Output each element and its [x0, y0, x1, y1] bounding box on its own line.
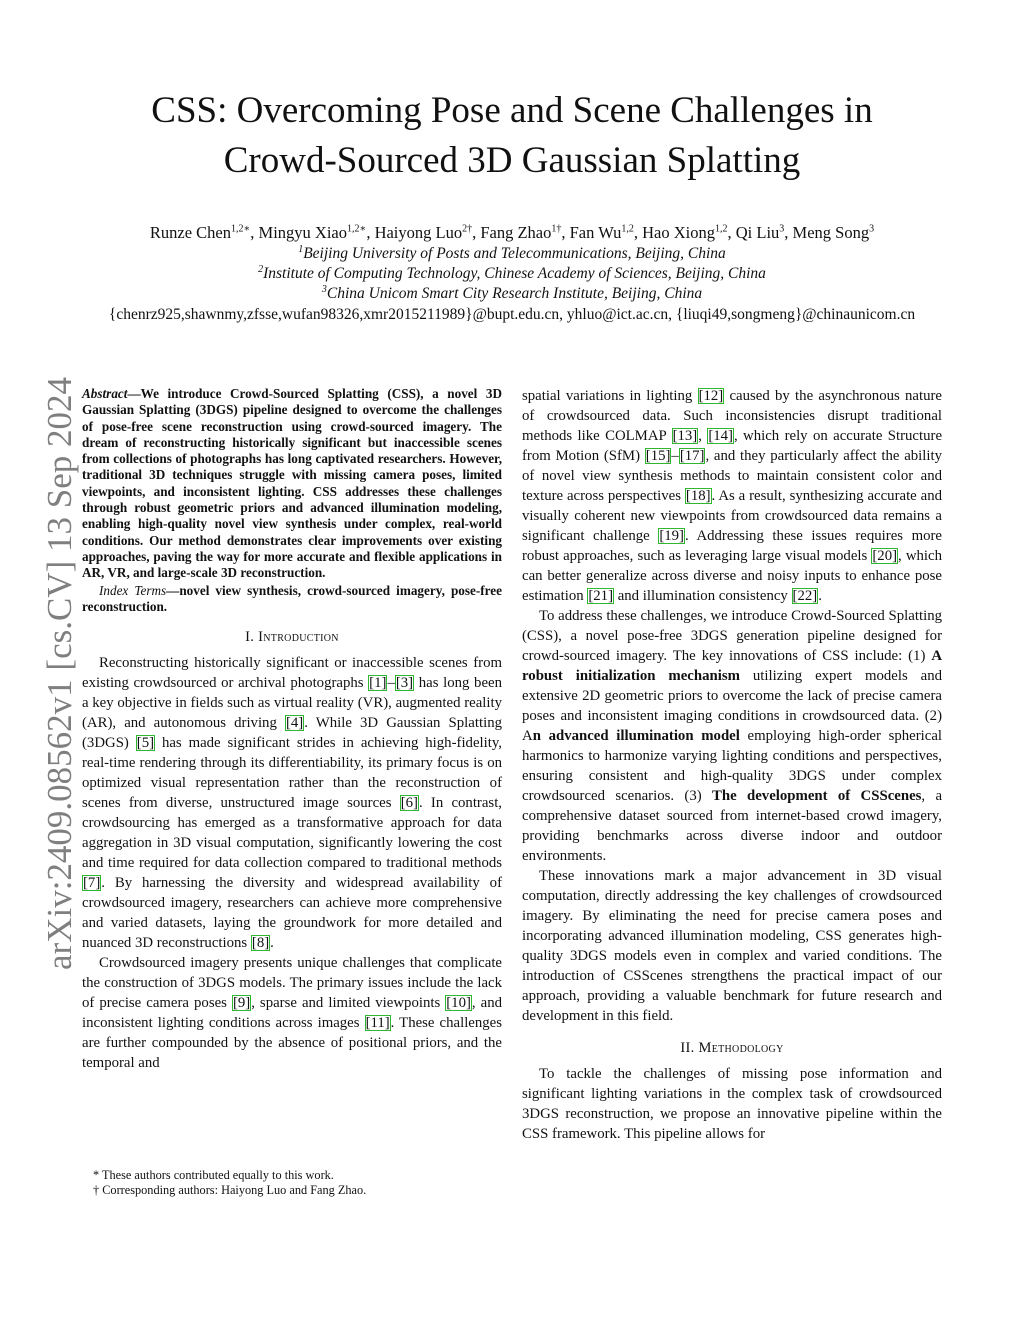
citation-link[interactable]: [1] — [369, 675, 387, 692]
author-affiliation-marker: 1,2 — [621, 223, 634, 235]
text-run: spatial variations in lighting — [522, 388, 698, 404]
text-run: , which can better generalize across diverse and noisy inputs to enhance pose estimation — [522, 548, 942, 604]
left-column — [82, 386, 502, 1073]
author-affiliation-marker: 3 — [869, 223, 875, 235]
text-run: . As a result, synthesizing accurate and visually coherent new viewpoints from crowdsourced data remains a significant challenge — [522, 488, 943, 544]
text-run: , sparse and limited viewpoints — [251, 995, 446, 1012]
author-name: Fan Wu — [569, 223, 622, 242]
citation-link[interactable]: [19] — [659, 528, 684, 544]
text-run: . While 3D Gaussian Splatting (3DGS) — [82, 715, 502, 752]
author-affiliation-marker: 3 — [779, 223, 785, 235]
citation-link[interactable]: [6] — [400, 795, 418, 812]
contrib-text-1: To address these challenges, we introduce Crowd-Sourced Splatting (CSS), a novel pose-free 3DGS generation pipeline designed for crowd-sourced imagery. The key innovations of CSS include: (1) — [522, 608, 942, 664]
text-run: has made significant strides in achieving high-fidelity, real-time rendering through its differentiability, its primary focus is on optimized visual representation rather than the reconstruction of scenes from diverse, unstructured image sources — [82, 735, 502, 812]
index-terms-text: —novel view synthesis, crowd-sourced imagery, pose-free reconstruction. — [82, 582, 502, 614]
contrib-text-3: employing high-order spherical harmonics to harmonize varying lighting conditions and perspectives, ensuring consistent and high-quality 3DGS under complex crowdsourced scenarios. (3) — [522, 728, 942, 804]
author-affiliation-marker: 1† — [551, 223, 562, 235]
citation-link[interactable]: [3] — [395, 675, 414, 692]
author-affiliation-marker: 1,2∗ — [347, 223, 367, 235]
author-name: Fang Zhao — [480, 223, 552, 242]
text-run: . Addressing these issues requires more robust approaches, such as leveraging large visual models — [522, 528, 942, 564]
right-paragraph-1 — [522, 386, 942, 606]
footnote-2: † Corresponding authors: Haiyong Luo and Fang Zhao. — [93, 1183, 367, 1197]
author-name: Runze Chen — [149, 223, 231, 242]
citation-link[interactable]: [7] — [83, 875, 101, 892]
affiliation-1 — [40, 244, 984, 264]
citation-link[interactable]: [5] — [136, 735, 155, 752]
author-name: Meng Song — [792, 223, 870, 242]
citation-link[interactable]: [18] — [685, 488, 711, 504]
text-run: . These challenges are further compounded by the absence of positional priors, and the temporal and — [82, 1015, 502, 1072]
intro-paragraph-2 — [82, 953, 502, 1073]
citation-link[interactable]: [13] — [672, 428, 698, 444]
text-run: , which rely on accurate Structure from Motion (SfM) — [522, 428, 943, 464]
text-run: – — [387, 675, 395, 692]
contrib-text-2: utilizing expert models and extensive 2D geometric priors to overcome the lack of precise camera poses and inconsistent imaging conditions in crowdsourced data. (2) A — [522, 668, 942, 744]
citation-link[interactable]: [15] — [645, 448, 671, 464]
text-run: , and inconsistent lighting conditions across images — [82, 995, 502, 1032]
text-run: . By harnessing the diversity and widespread availability of crowdsourced imagery, researchers can achieve more comprehensive and varied datasets, laying the groundwork for more detailed and nuanced 3D reconstructions — [82, 875, 502, 952]
right-paragraph-2 — [522, 606, 942, 866]
text-run: – — [671, 448, 679, 464]
contrib-bold-3: The development of CSScenes — [712, 788, 922, 804]
title-line-2: Crowd-Sourced 3D Gaussian Splatting — [223, 140, 801, 181]
author-affiliation-marker: 1,2 — [715, 223, 728, 235]
section-2-number: II. — [680, 1040, 699, 1056]
affiliation-1-number: 1 — [298, 243, 304, 255]
citation-link[interactable]: [21] — [588, 588, 613, 604]
section-1-title: Introduction — [258, 629, 339, 646]
author-name: Haiyong Luo — [374, 223, 463, 242]
citation-link[interactable]: [8] — [251, 935, 270, 952]
affiliation-2-number: 2 — [258, 263, 264, 275]
text-run: Reconstructing historically significant or inaccessible scenes from existing crowdsourced or archival photographs — [82, 655, 502, 692]
text-run: . In contrast, crowdsourcing has emerged as a transformative approach for data aggregation in 3D visual computation, significantly lowering the cost and time required for data collection compared to traditional methods — [82, 795, 502, 872]
contrib-bold-2: n advanced illumination model — [532, 728, 740, 744]
method-paragraph-1: To tackle the challenges of missing pose information and significant lighting variations in the complex task of crowdsourced 3DGS reconstruction, we propose an innovative pipeline within the CSS framework. This pipeline allows for — [522, 1066, 942, 1142]
affiliation-1-text: Beijing University of Posts and Telecommunications, Beijing, China — [303, 245, 726, 262]
intro-paragraph-1 — [82, 653, 502, 953]
right-paragraph-3: These innovations mark a major advancement in 3D visual computation, directly addressing the key challenges of crowdsourced imagery. By eliminating the need for precise camera poses and incorporating advanced illumination modeling, CSS generates high-quality 3DGS models even in complex and varied conditions. The introduction of CSScenes strengthens the practical impact of our approach, providing a valuable benchmark for future research and development in this field. — [522, 868, 942, 1024]
title-line-1: CSS: Overcoming Pose and Scene Challenges in — [151, 90, 873, 131]
citation-link[interactable]: [11] — [365, 1015, 390, 1032]
abstract-text: —We introduce Crowd-Sourced Splatting (CSS), a novel 3D Gaussian Splatting (3DGS) pipeline designed to overcome the challenges of pose-free scene reconstruction using crowd-sourced imagery. The dream of reconstructing historically significant but inaccessible scenes from collections of photographs has long captivated researchers. However, traditional 3D techniques struggle with missing camera poses, limited viewpoints, and inconsistent lighting. CSS addresses these challenges through robust geometric priors and advanced illumination modeling, enabling high-quality novel view synthesis under complex, real-world conditions. Our method demonstrates clear improvements over existing approaches, paving the way for more accurate and flexible applications in AR, VR, and large-scale 3D reconstruction. — [82, 386, 502, 581]
citation-link[interactable]: [22] — [792, 588, 818, 604]
author-affiliation-marker: 2† — [462, 223, 473, 235]
text-run: . — [270, 935, 274, 952]
abstract — [82, 386, 502, 582]
text-run: , and they particularly affect the ability of novel view synthesis methods to maintain consistent color and texture across perspectives — [522, 448, 943, 504]
author-name: Hao Xiong — [642, 223, 715, 242]
abstract-label: Abstract — [82, 386, 128, 401]
arxiv-stamp: arXiv:2409.08562v1 [cs.CV] 13 Sep 2024 — [40, 376, 79, 970]
section-heading-methodology — [522, 1038, 942, 1058]
text-run: has long been a key objective in fields such as virtual reality (VR), augmented reality (AR), and autonomous driving — [82, 675, 502, 732]
author-list: Runze Chen$^{1,2∗}$, Mingyu Xiao$^{1,2∗}$, Haiyong Luo$^{2\dagger}$, Fang Zhao$^{1\dagger}$, Fan Wu$^{1,2}$, Hao Xiong$^{1,2}$, Qi Liu$^3$, Meng Song$^3$ — [149, 223, 875, 242]
paper-title — [40, 86, 984, 186]
text-run: Crowdsourced imagery presents unique challenges that complicate the construction of 3DGS models. The primary issues include the lack of precise camera poses — [82, 955, 502, 1012]
right-column — [522, 386, 942, 1144]
affiliation-3 — [40, 284, 984, 304]
text-run: . — [818, 588, 822, 604]
citation-link[interactable]: [10] — [446, 995, 471, 1012]
citation-link[interactable]: [14] — [708, 428, 733, 444]
footnote-1: * These authors contributed equally to this work. — [93, 1168, 334, 1182]
author-affiliation-marker: 1,2∗ — [231, 223, 251, 235]
contrib-text-4: , a comprehensive dataset sourced from internet-based crowd imagery, providing benchmarks across diverse indoor and outdoor environments. — [522, 788, 943, 864]
affiliation-3-number: 3 — [321, 283, 327, 295]
index-terms — [82, 583, 502, 616]
section-1-number: I. — [245, 629, 259, 646]
author-name: Qi Liu — [735, 223, 780, 242]
citation-link[interactable]: [17] — [679, 448, 705, 464]
text-run: caused by the asynchronous nature of crowdsourced data. Such inconsistencies disrupt traditional methods like COLMAP — [522, 388, 942, 444]
text-run: and illumination consistency — [614, 588, 792, 604]
citation-link[interactable]: [9] — [232, 995, 251, 1012]
contrib-bold-1: A robust initialization mechanism — [522, 648, 942, 684]
affiliation-2 — [40, 264, 984, 284]
section-2-title: Methodology — [698, 1040, 784, 1056]
citation-link[interactable]: [12] — [698, 388, 724, 404]
affiliation-3-text: China Unicom Smart City Research Institute, Beijing, China — [326, 285, 703, 302]
text-run: , — [698, 428, 708, 444]
section-heading-introduction — [82, 627, 502, 647]
author-name: Mingyu Xiao — [258, 223, 348, 242]
citation-link[interactable]: [4] — [285, 715, 304, 732]
index-terms-label: Index Terms — [99, 582, 167, 598]
citation-link[interactable]: [20] — [872, 548, 898, 564]
affiliation-2-text: Institute of Computing Technology, Chinese Academy of Sciences, Beijing, China — [263, 265, 766, 282]
author-emails: {chenrz925,shawnmy,zfsse,wufan98326,xmr2015211989}@bupt.edu.cn, yhluo@ict.ac.cn, {liuqi49,songmeng}@chinaunicom.cn — [108, 306, 916, 323]
footnotes — [82, 1168, 502, 1198]
